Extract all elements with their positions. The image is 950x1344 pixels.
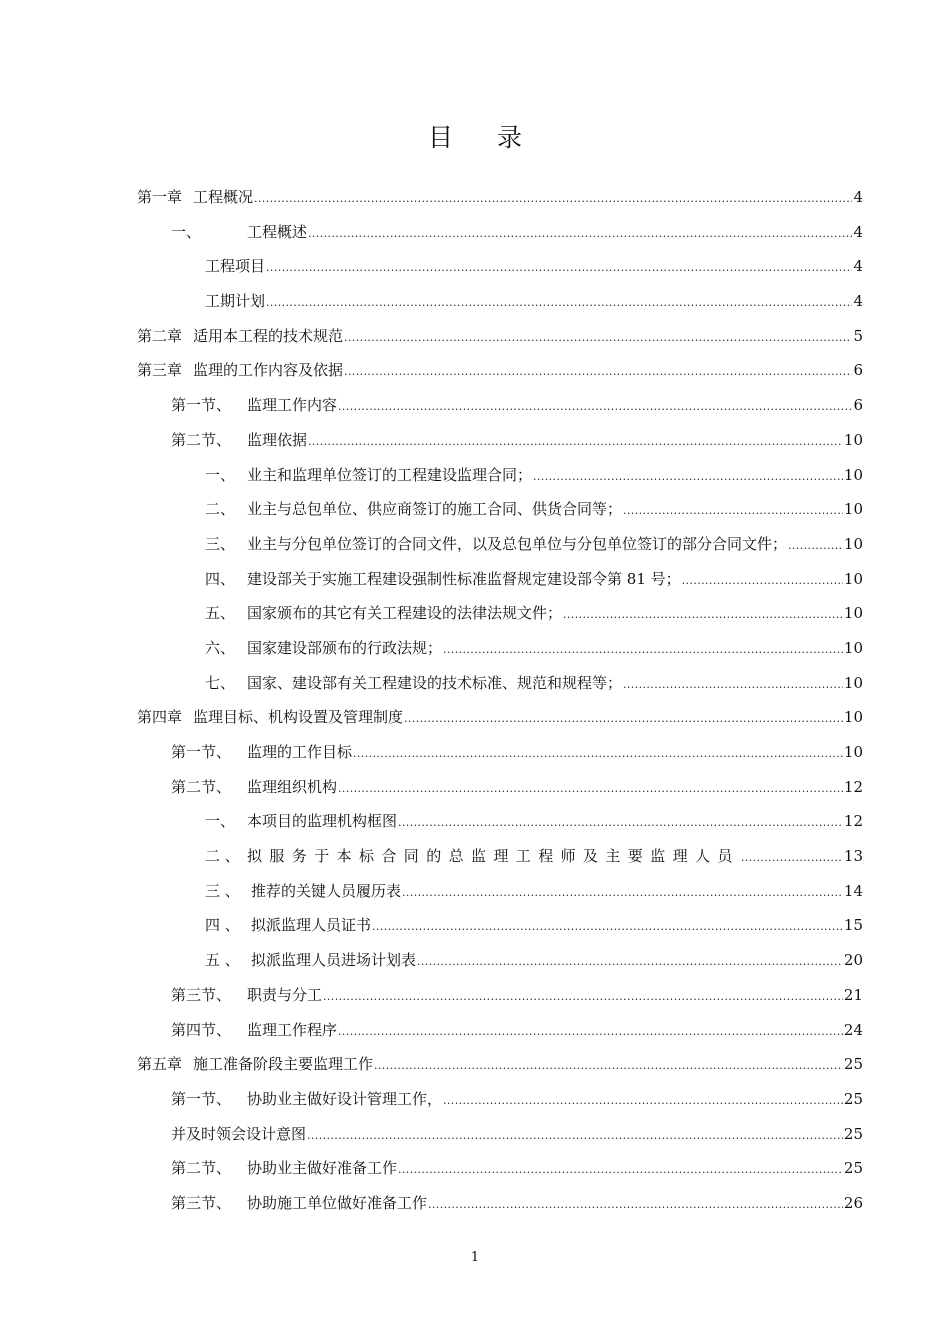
toc-entry-title: 监理的工作目标 <box>247 743 353 761</box>
table-of-contents <box>137 186 863 1227</box>
toc-entry-number: 第二节、 <box>171 1159 232 1178</box>
toc-entry-number: 第四节、 <box>171 1020 232 1039</box>
toc-entry-label <box>205 498 622 519</box>
toc-entry[interactable] <box>137 880 863 915</box>
toc-entry[interactable] <box>137 914 863 949</box>
toc-entry-number: 第三章 <box>137 361 183 380</box>
toc-entry-page: 10 <box>843 673 863 692</box>
toc-entry-title: 适用本工程的技术规范 <box>193 326 344 345</box>
toc-entry[interactable] <box>137 949 863 984</box>
toc-leader-dots <box>323 990 843 1003</box>
toc-entry-number: 三、 <box>205 534 236 553</box>
toc-entry-number: 一、 <box>205 812 236 831</box>
toc-entry[interactable] <box>137 464 863 499</box>
toc-leader-dots <box>398 1163 843 1176</box>
toc-entry-title: 工程项目 <box>205 257 266 276</box>
toc-leader-dots <box>623 678 843 691</box>
toc-leader-dots <box>563 608 843 621</box>
toc-entry-title: 业主与总包单位、供应商签订的施工合同、供货合同等； <box>247 500 623 519</box>
toc-entry-page: 10 <box>843 465 863 484</box>
toc-entry-label <box>205 602 562 623</box>
toc-entry-page: 10 <box>843 708 863 727</box>
page-number: 1 <box>470 1250 480 1265</box>
toc-entry-page: 24 <box>843 1020 863 1039</box>
toc-entry-label <box>205 464 532 485</box>
toc-entry[interactable] <box>137 394 863 429</box>
toc-entry-title: 业主与分包单位签订的合同文件，以及总包单位与分包单位签订的部分合同文件； <box>247 534 788 553</box>
toc-entry-number: 第一节、 <box>171 396 232 415</box>
toc-entry-label <box>137 325 343 346</box>
toc-leader-dots <box>308 435 843 448</box>
toc-entry[interactable] <box>137 602 863 637</box>
toc-entry-title: 拟派监理人员进场计划表 <box>251 951 417 970</box>
toc-entry-title: 建设部关于实施工程建设强制性标准监督规定建设部令第 81 号； <box>247 569 681 588</box>
toc-entry-label <box>205 568 681 589</box>
toc-entry-label <box>171 1088 442 1109</box>
toc-entry[interactable] <box>137 1123 863 1158</box>
toc-entry-label <box>171 429 307 450</box>
toc-entry-number: 第四章 <box>137 708 183 727</box>
toc-entry-title: 推荐的关键人员履历表 <box>251 881 402 900</box>
toc-entry-number: 第一节、 <box>171 743 232 761</box>
toc-leader-dots <box>682 574 843 587</box>
toc-leader-dots <box>533 470 843 483</box>
toc-entry-page: 21 <box>843 985 863 1004</box>
toc-entry-label <box>171 394 337 415</box>
toc-entry-page: 13 <box>843 847 863 866</box>
toc-entry-label <box>171 221 307 242</box>
toc-entry-title: 监理组织机构 <box>247 777 338 796</box>
toc-entry[interactable] <box>137 221 863 256</box>
toc-entry-title: 监理的工作内容及依据 <box>193 361 344 380</box>
toc-entry-label <box>137 359 343 380</box>
toc-entry-title: 业主和监理单位签订的工程建设监理合同； <box>247 465 533 484</box>
toc-entry-title: 协助业主做好准备工作 <box>247 1159 398 1178</box>
toc-entry[interactable] <box>137 325 863 360</box>
toc-entry[interactable] <box>137 810 863 845</box>
toc-leader-dots <box>398 816 843 829</box>
toc-entry-title: 监理目标、机构设置及管理制度 <box>193 708 404 727</box>
toc-entry-label <box>137 706 403 727</box>
toc-leader-dots <box>788 539 843 552</box>
toc-entry-title: 国家颁布的其它有关工程建设的法律法规文件； <box>247 604 563 623</box>
toc-entry-page: 25 <box>843 1089 863 1108</box>
toc-entry-page: 26 <box>843 1193 863 1212</box>
toc-entry-number: 一、 <box>205 465 236 484</box>
toc-entry[interactable] <box>137 186 863 221</box>
toc-entry-page: 4 <box>853 292 863 311</box>
toc-entry-number: 第一章 <box>137 188 183 206</box>
toc-leader-dots <box>417 955 843 968</box>
toc-leader-dots <box>266 261 852 274</box>
toc-entry-number: 四 、 <box>205 916 240 935</box>
toc-entry-number: 四、 <box>205 569 236 588</box>
toc-leader-dots <box>623 504 843 517</box>
toc-entry-title: 工程概述 <box>247 222 308 241</box>
toc-entry-number: 五 、 <box>205 951 240 970</box>
toc-entry-number: 第一节、 <box>171 1089 232 1108</box>
toc-entry-page: 14 <box>843 881 863 900</box>
toc-entry-page: 10 <box>843 534 863 553</box>
toc-entry-page: 25 <box>843 1159 863 1178</box>
toc-entry-title: 工程概况 <box>193 188 254 206</box>
toc-entry[interactable] <box>137 498 863 533</box>
toc-entry-label <box>205 290 265 311</box>
toc-leader-dots <box>353 747 843 760</box>
toc-entry-title: 监理依据 <box>247 430 308 449</box>
toc-entry-label <box>171 1123 306 1144</box>
toc-entry-number: 六、 <box>205 638 236 657</box>
toc-leader-dots <box>443 643 843 656</box>
toc-entry[interactable] <box>137 1088 863 1123</box>
toc-entry-label <box>205 637 442 658</box>
toc-entry-page: 10 <box>843 569 863 588</box>
toc-entry-label <box>205 533 787 554</box>
toc-leader-dots <box>344 365 852 378</box>
toc-entry[interactable] <box>137 741 863 776</box>
toc-leader-dots <box>338 400 852 413</box>
toc-entry-title: 并及时领会设计意图 <box>171 1124 307 1143</box>
toc-leader-dots <box>344 331 852 344</box>
toc-entry-page: 4 <box>853 257 863 276</box>
toc-entry-page: 15 <box>843 916 863 935</box>
toc-entry-title: 国家建设部颁布的行政法规； <box>247 638 443 657</box>
toc-entry-label <box>205 880 401 901</box>
toc-entry-number: 第二章 <box>137 326 183 345</box>
toc-leader-dots <box>428 1198 843 1211</box>
toc-entry-number: 第二节、 <box>171 777 232 796</box>
toc-entry-page: 4 <box>853 188 863 206</box>
toc-entry-title: 本项目的监理机构框图 <box>247 812 398 831</box>
toc-entry[interactable] <box>137 845 863 880</box>
toc-leader-dots <box>741 851 843 864</box>
toc-entry-number: 三 、 <box>205 881 240 900</box>
toc-entry-page: 10 <box>843 638 863 657</box>
toc-leader-dots <box>374 1059 843 1072</box>
toc-entry-page: 25 <box>843 1055 863 1074</box>
toc-entry-number: 第五章 <box>137 1055 183 1074</box>
toc-entry[interactable] <box>137 1053 863 1088</box>
toc-leader-dots <box>254 192 852 205</box>
toc-entry[interactable] <box>137 637 863 672</box>
toc-entry-number: 二 、 <box>205 847 240 866</box>
toc-entry-title: 施工准备阶段主要监理工作 <box>193 1055 374 1074</box>
toc-entry-number: 二、 <box>205 500 236 519</box>
toc-entry-title: 协助业主做好设计管理工作， <box>247 1089 443 1108</box>
toc-entry[interactable] <box>137 255 863 290</box>
toc-entry-label <box>137 186 253 207</box>
toc-entry[interactable] <box>137 706 863 741</box>
toc-entry-label <box>205 949 416 970</box>
toc-entry[interactable] <box>137 672 863 707</box>
toc-leader-dots <box>338 782 843 795</box>
toc-leader-dots <box>338 1025 843 1038</box>
toc-entry-label <box>171 1192 427 1213</box>
toc-leader-dots <box>372 920 843 933</box>
toc-entry-number: 第二节、 <box>171 430 232 449</box>
toc-entry[interactable] <box>137 533 863 568</box>
toc-entry-page: 20 <box>843 951 863 970</box>
toc-entry-label <box>171 1019 337 1040</box>
toc-entry-title: 监理工作程序 <box>247 1020 338 1039</box>
toc-leader-dots <box>266 296 852 309</box>
toc-entry-page: 10 <box>843 500 863 519</box>
toc-entry-page: 12 <box>843 777 863 796</box>
toc-entry-label <box>171 741 352 762</box>
toc-entry[interactable] <box>137 1192 863 1227</box>
toc-entry-title: 职责与分工 <box>247 985 323 1004</box>
toc-entry[interactable] <box>137 1019 863 1054</box>
toc-entry-title: 拟服务于本标合同的总监理工程师及主要监理人员 <box>247 847 740 866</box>
toc-entry-page: 12 <box>843 812 863 831</box>
toc-entry[interactable] <box>137 290 863 325</box>
toc-entry-page: 6 <box>853 361 863 380</box>
toc-entry-label <box>205 810 397 831</box>
toc-entry-title: 协助施工单位做好准备工作 <box>247 1193 428 1212</box>
toc-entry-page: 6 <box>853 396 863 415</box>
toc-entry-number: 第三节、 <box>171 985 232 1004</box>
toc-entry-label <box>171 984 322 1005</box>
toc-entry-title: 监理工作内容 <box>247 396 338 415</box>
toc-entry[interactable] <box>137 568 863 603</box>
toc-entry-label <box>205 845 740 866</box>
toc-entry-label <box>171 1157 397 1178</box>
page-title: 目 录 <box>428 123 540 152</box>
toc-entry-title: 国家、建设部有关工程建设的技术标准、规范和规程等； <box>247 673 623 692</box>
toc-entry[interactable] <box>137 776 863 811</box>
toc-entry-page: 10 <box>843 604 863 623</box>
toc-leader-dots <box>443 1094 843 1107</box>
toc-entry-number: 第三节、 <box>171 1193 232 1212</box>
toc-leader-dots <box>307 1129 843 1142</box>
toc-leader-dots <box>402 886 843 899</box>
toc-leader-dots <box>404 712 843 725</box>
toc-entry-number: 五、 <box>205 604 236 623</box>
toc-leader-dots <box>308 227 852 240</box>
toc-entry[interactable] <box>137 1157 863 1192</box>
toc-entry[interactable] <box>137 429 863 464</box>
toc-entry[interactable] <box>137 984 863 1019</box>
toc-entry-page: 10 <box>843 743 863 761</box>
toc-entry-label <box>205 255 265 276</box>
toc-entry-page: 25 <box>843 1124 863 1143</box>
toc-entry-page: 10 <box>843 430 863 449</box>
toc-entry-title: 工期计划 <box>205 292 266 311</box>
toc-entry-label <box>205 914 371 935</box>
toc-entry-number: 一、 <box>171 222 202 241</box>
toc-entry-label <box>171 776 337 797</box>
toc-entry[interactable] <box>137 359 863 394</box>
toc-entry-label <box>205 672 622 693</box>
toc-entry-number: 七、 <box>205 673 236 692</box>
toc-entry-page: 4 <box>853 222 863 241</box>
toc-entry-page: 5 <box>853 326 863 345</box>
toc-entry-title: 拟派监理人员证书 <box>251 916 372 935</box>
toc-entry-label <box>137 1053 373 1074</box>
